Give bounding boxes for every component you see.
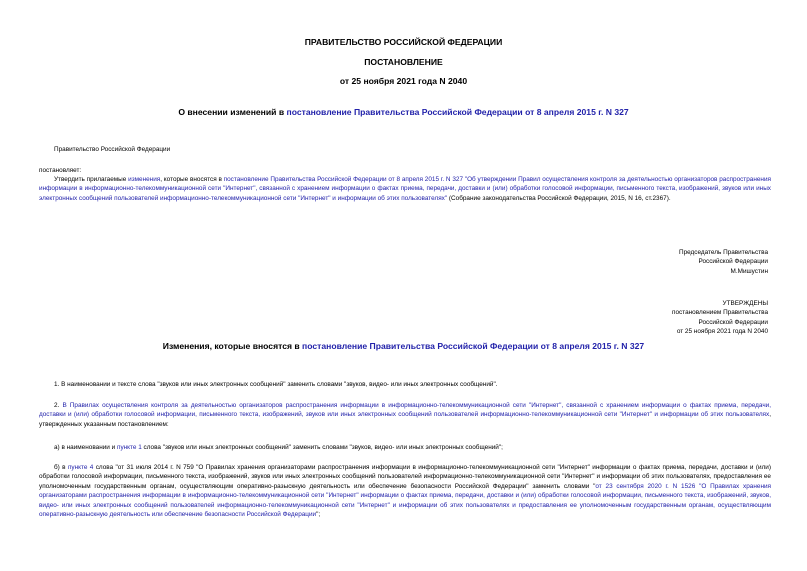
changes-title-prefix: Изменения, которые вносятся в [162, 341, 303, 351]
item-2a-rest: слова "звуков или иных электронных сообщений" заменить словами "звуков, видео- или иных электронных сообщений"; [141, 444, 503, 451]
document-type-heading: ПОСТАНОВЛЕНИЕ [364, 57, 443, 67]
p1-resolution-link[interactable]: постановление Правительства Российской Федерации от 8 апреля 2015 г. N 327 "Об утверждении Правил осуществления контроля за деятельностью организаторов распространения информации в информационно-телекоммуникационной сети "Интернет", связанной с хранением информации о фактах приема, передачи, доставки и (или) обработки голосовой информации, письменного текста, изображений, звуков или иных электронных сообщений пользователей информационно-телекоммуникационной сети "Интернет" и информации об этих пользователях" [39, 176, 771, 202]
p1-text-a: Утвердить прилагаемые [54, 176, 129, 183]
signature-role-1: Председатель Правительства [679, 249, 768, 256]
approval-block [672, 299, 768, 337]
item-2a-prefix: а) в наименовании и [54, 444, 117, 451]
document-date-number: от 25 ноября 2021 года N 2040 [339, 76, 468, 86]
item-2b-prefix: б) в [54, 464, 68, 471]
item-2-number: 2. [54, 402, 63, 409]
document-title [0, 107, 807, 117]
approval-line-1: УТВЕРЖДЕНЫ [722, 300, 768, 307]
signature-name: М.Мишустин [730, 267, 768, 275]
title-prefix: О внесении изменений в [178, 107, 287, 117]
approval-line-3: Российской Федерации [698, 318, 768, 326]
changes-title-link[interactable]: постановление Правительства Российской Федерации от 8 апреля 2015 г. N 327 [302, 341, 645, 351]
title-link[interactable]: постановление Правительства Российской Федерации от 8 апреля 2015 г. N 327 [286, 107, 629, 117]
item-2-rules-link[interactable]: В Правилах осуществления контроля за деятельностью организаторов распространения информации в информационно-телекоммуникационной сети "Интернет", связанной с хранением информации о фактах приема, передачи, доставки и (или) обработки голосовой информации, письменного текста, изображений, звуков или иных электронных сообщений пользователей информационно-телекоммуникационной сети "Интернет" и информации об этих пользователях [39, 402, 771, 419]
item-2 [39, 401, 771, 429]
p1-text-b: , которые вносятся в [160, 176, 224, 183]
preamble-government: Правительство Российской Федерации [54, 146, 171, 153]
p1-text-c: (Собрание законодательства Российской Федерации, 2015, N 16, ст.2367). [447, 194, 671, 202]
item-2b [39, 463, 771, 519]
item-2b-link-1[interactable]: пункте 4 [67, 464, 94, 471]
government-heading: ПРАВИТЕЛЬСТВО РОССИЙСКОЙ ФЕДЕРАЦИИ [304, 37, 503, 47]
signature-block [679, 248, 768, 276]
item-2-text: , утвержденных указанным постановлением: [39, 411, 771, 428]
changes-title [0, 341, 807, 351]
p1-changes-link[interactable]: изменения [128, 176, 161, 183]
approval-line-2: постановлением Правительства [672, 309, 768, 317]
preamble-decrees: постановляет: [39, 167, 82, 174]
approval-paragraph [39, 175, 771, 203]
item-2b-end: "; [316, 511, 321, 519]
item-1: 1. В наименовании и тексте слова "звуков или иных электронных сообщений" заменить словами "звуков, видео- или иных электронных сообщений". [54, 381, 498, 388]
item-2b-link-2[interactable]: от 23 сентября 2020 г. N 1526 "О Правилах хранения организаторами распространения информации в информационно-телекоммуникационной сети "Интернет" информации о фактах приема, передачи, доставки и (или) обработки голосовой информации, письменного текста, изображений, звуков, видео- или иных электронных сообщений пользователей информационно-телекоммуникационной сети "Интернет" и информации об этих пользователях и предоставления ее уполномоченным государственным органам, осуществляющим оперативно-разыскную деятельность или обеспечение безопасности Российской Федерации [39, 482, 772, 519]
item-2a-link[interactable]: пункте 1 [116, 444, 142, 451]
item-2a [54, 443, 771, 452]
signature-role-2: Российской Федерации [698, 258, 768, 266]
approval-line-4: от 25 ноября 2021 года N 2040 [676, 328, 768, 336]
item-2b-mid: слова "от 31 июля 2014 г. N 759 "О Правилах хранения организаторами распространения информации в информационно-телекоммуникационной сети "Интернет" информации о фактах приема, передачи, доставки и (или) обработки голосовой информации, письменного текста, изображений, звуков или иных электронных сообщений пользователей информационно-телекоммуникационной сети "Интернет" и информации об этих пользователях, предоставления ее уполномоченным государственным органам, осуществляющим оперативно-разыскную деятельность или обеспечение безопасности Российской Федерации" заменить словами " [39, 464, 771, 490]
